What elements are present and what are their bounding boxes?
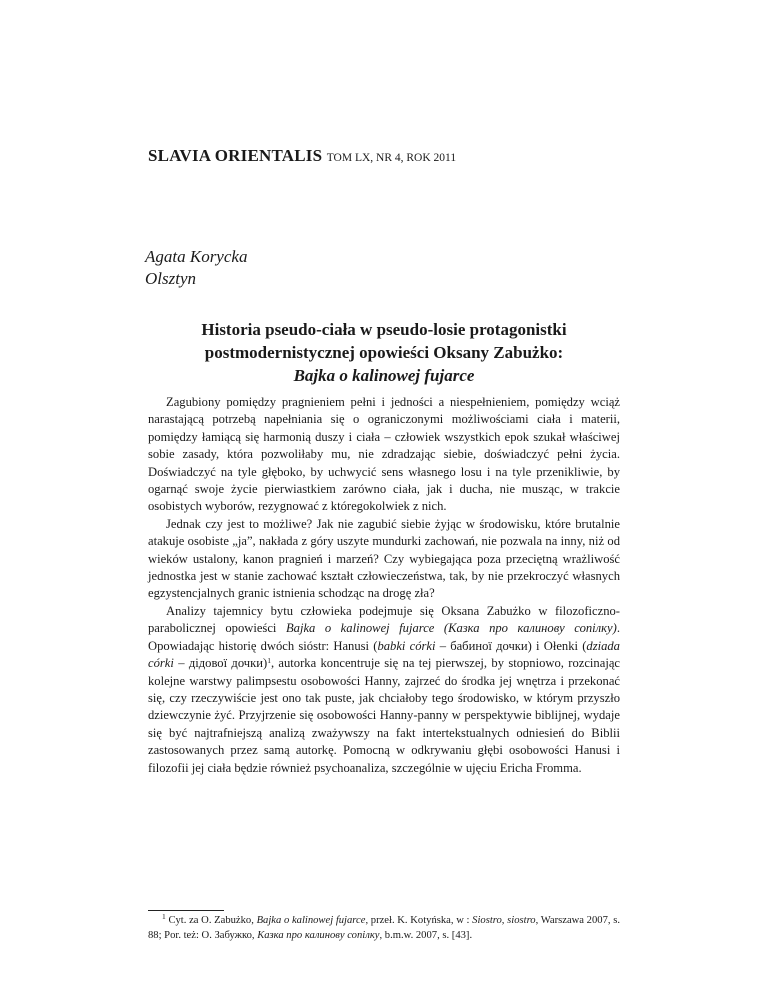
p3-work-title: Bajka o kalinowej fujarce (Казка про калинову сопілку)	[285, 621, 617, 636]
p3-text-a: Analizy tajemnicy bytu człowieka podejmuje się Oksana Zabużko w filozoficzno-parabolicznej opowieści	[148, 603, 620, 636]
p3-text-e: – бабиної дочки) i Ołenki (	[435, 638, 587, 653]
p3-text-g: – дідової дочки)	[173, 656, 268, 671]
fn-title-2: Siostro, siostro	[472, 915, 536, 926]
p3-dziada-corki: dziada córki	[148, 638, 620, 671]
fn-title-1: Bajka o kalinowej fujarce	[256, 915, 366, 926]
title-line-1: Historia pseudo-ciała w pseudo-losie protagonistki	[201, 320, 567, 339]
body-text	[148, 394, 620, 777]
journal-header	[148, 146, 456, 166]
author-name: Agata Korycka	[145, 247, 248, 266]
fn-text-g: , b.m.w. 2007, s. [43].	[379, 929, 473, 941]
footnote-number: 1	[162, 912, 166, 921]
footnote-divider	[148, 910, 224, 911]
journal-volume: TOM LX, NR 4, ROK 2011	[326, 152, 457, 164]
article-title	[148, 318, 620, 387]
fn-text-e: , Warszawa 2007, s. 88; Por. też: О. Забужко,	[148, 915, 620, 941]
author-block	[145, 246, 247, 290]
fn-text-a: Cyt. za O. Zabużko,	[168, 915, 257, 926]
title-line-3: Bajka o kalinowej fujarce	[293, 366, 475, 385]
p3-text-c: . Opowiadając historię dwóch sióstr: Hanusi (	[148, 621, 620, 653]
paragraph-1: Zagubiony pomiędzy pragnieniem pełni i jedności a niespełnieniem, pomiędzy wciąż narastającą potrzebą napełniania się o ograniczonymi możliwościami ciała i materii, pomiędzy łamiącą się harmonią duszy i ciała – człowiek wszystkich epok szukał właściwej sobie zasady, która pozwoliłaby mu, nie zdradzając siebie, doświadczyć pełni życia. Doświadczyć na tyle głęboko, by uchwycić sens własnego losu i na tyle przenikliwie, by ogarnąć swoje życie pierwiastkiem zarówno ciała, jak i ducha, nie musząc, w trakcie osobistych wyborów, rezygnować z któregokolwiek z nich.	[148, 395, 620, 514]
footnote	[148, 914, 620, 943]
author-city: Olsztyn	[145, 269, 196, 288]
paragraph-3	[148, 603, 620, 777]
paragraph-2: Jednak czy jest to możliwe? Jak nie zagubić siebie żyjąc w środowisku, które brutalnie atakuje osobiste „ja”, nakłada z góry uszyte mundurki zachowań, nie pozwala na inny, niż od wieków ustalony, kanon pragnień i marzeń? Czy wybiegająca poza przeciętną wrażliwość jednostka jest w stanie zachować kształt człowieczeństwa, tak, by nie przekroczyć własnych egzystencjalnych granic istnienia schodząc na drogę zła?	[148, 516, 620, 601]
p3-text-h: , autorka koncentruje się na tej pierwszej, by stopniowo, rozcinając kolejne warstwy palimpsestu osobowości Hanny, zajrzeć do środka jej wnętrza i przekonać się, czy rzeczywiście jest ono tak puste, jak chciałoby tego środowisko, w którym przyszło dziewczynie żyć. Przyjrzenie się osobowości Hanny-panny w perspektywie biblijnej, wydaje się być najtrafniejszą analizą zważywszy na fakt intertekstualnych odniesień do Biblii zastosowanych przez samą autorkę. Pomocną w odkrywaniu głębi osobowości Hanusi i filozofii jej ciała będzie również psychoanaliza, szczególnie w ujęciu Ericha Fromma.	[148, 656, 620, 775]
footnote-ref[interactable]: 1	[267, 656, 271, 666]
p3-babki-corki: babki córki	[377, 638, 436, 653]
journal-name: SLAVIA ORIENTALIS	[148, 146, 323, 165]
fn-title-3: Казка про калинову сопілку	[257, 929, 380, 941]
fn-text-c: , przeł. K. Kotyńska, w :	[365, 915, 473, 926]
title-line-2: postmodernistycznej opowieści Oksany Zabużko:	[204, 343, 564, 362]
